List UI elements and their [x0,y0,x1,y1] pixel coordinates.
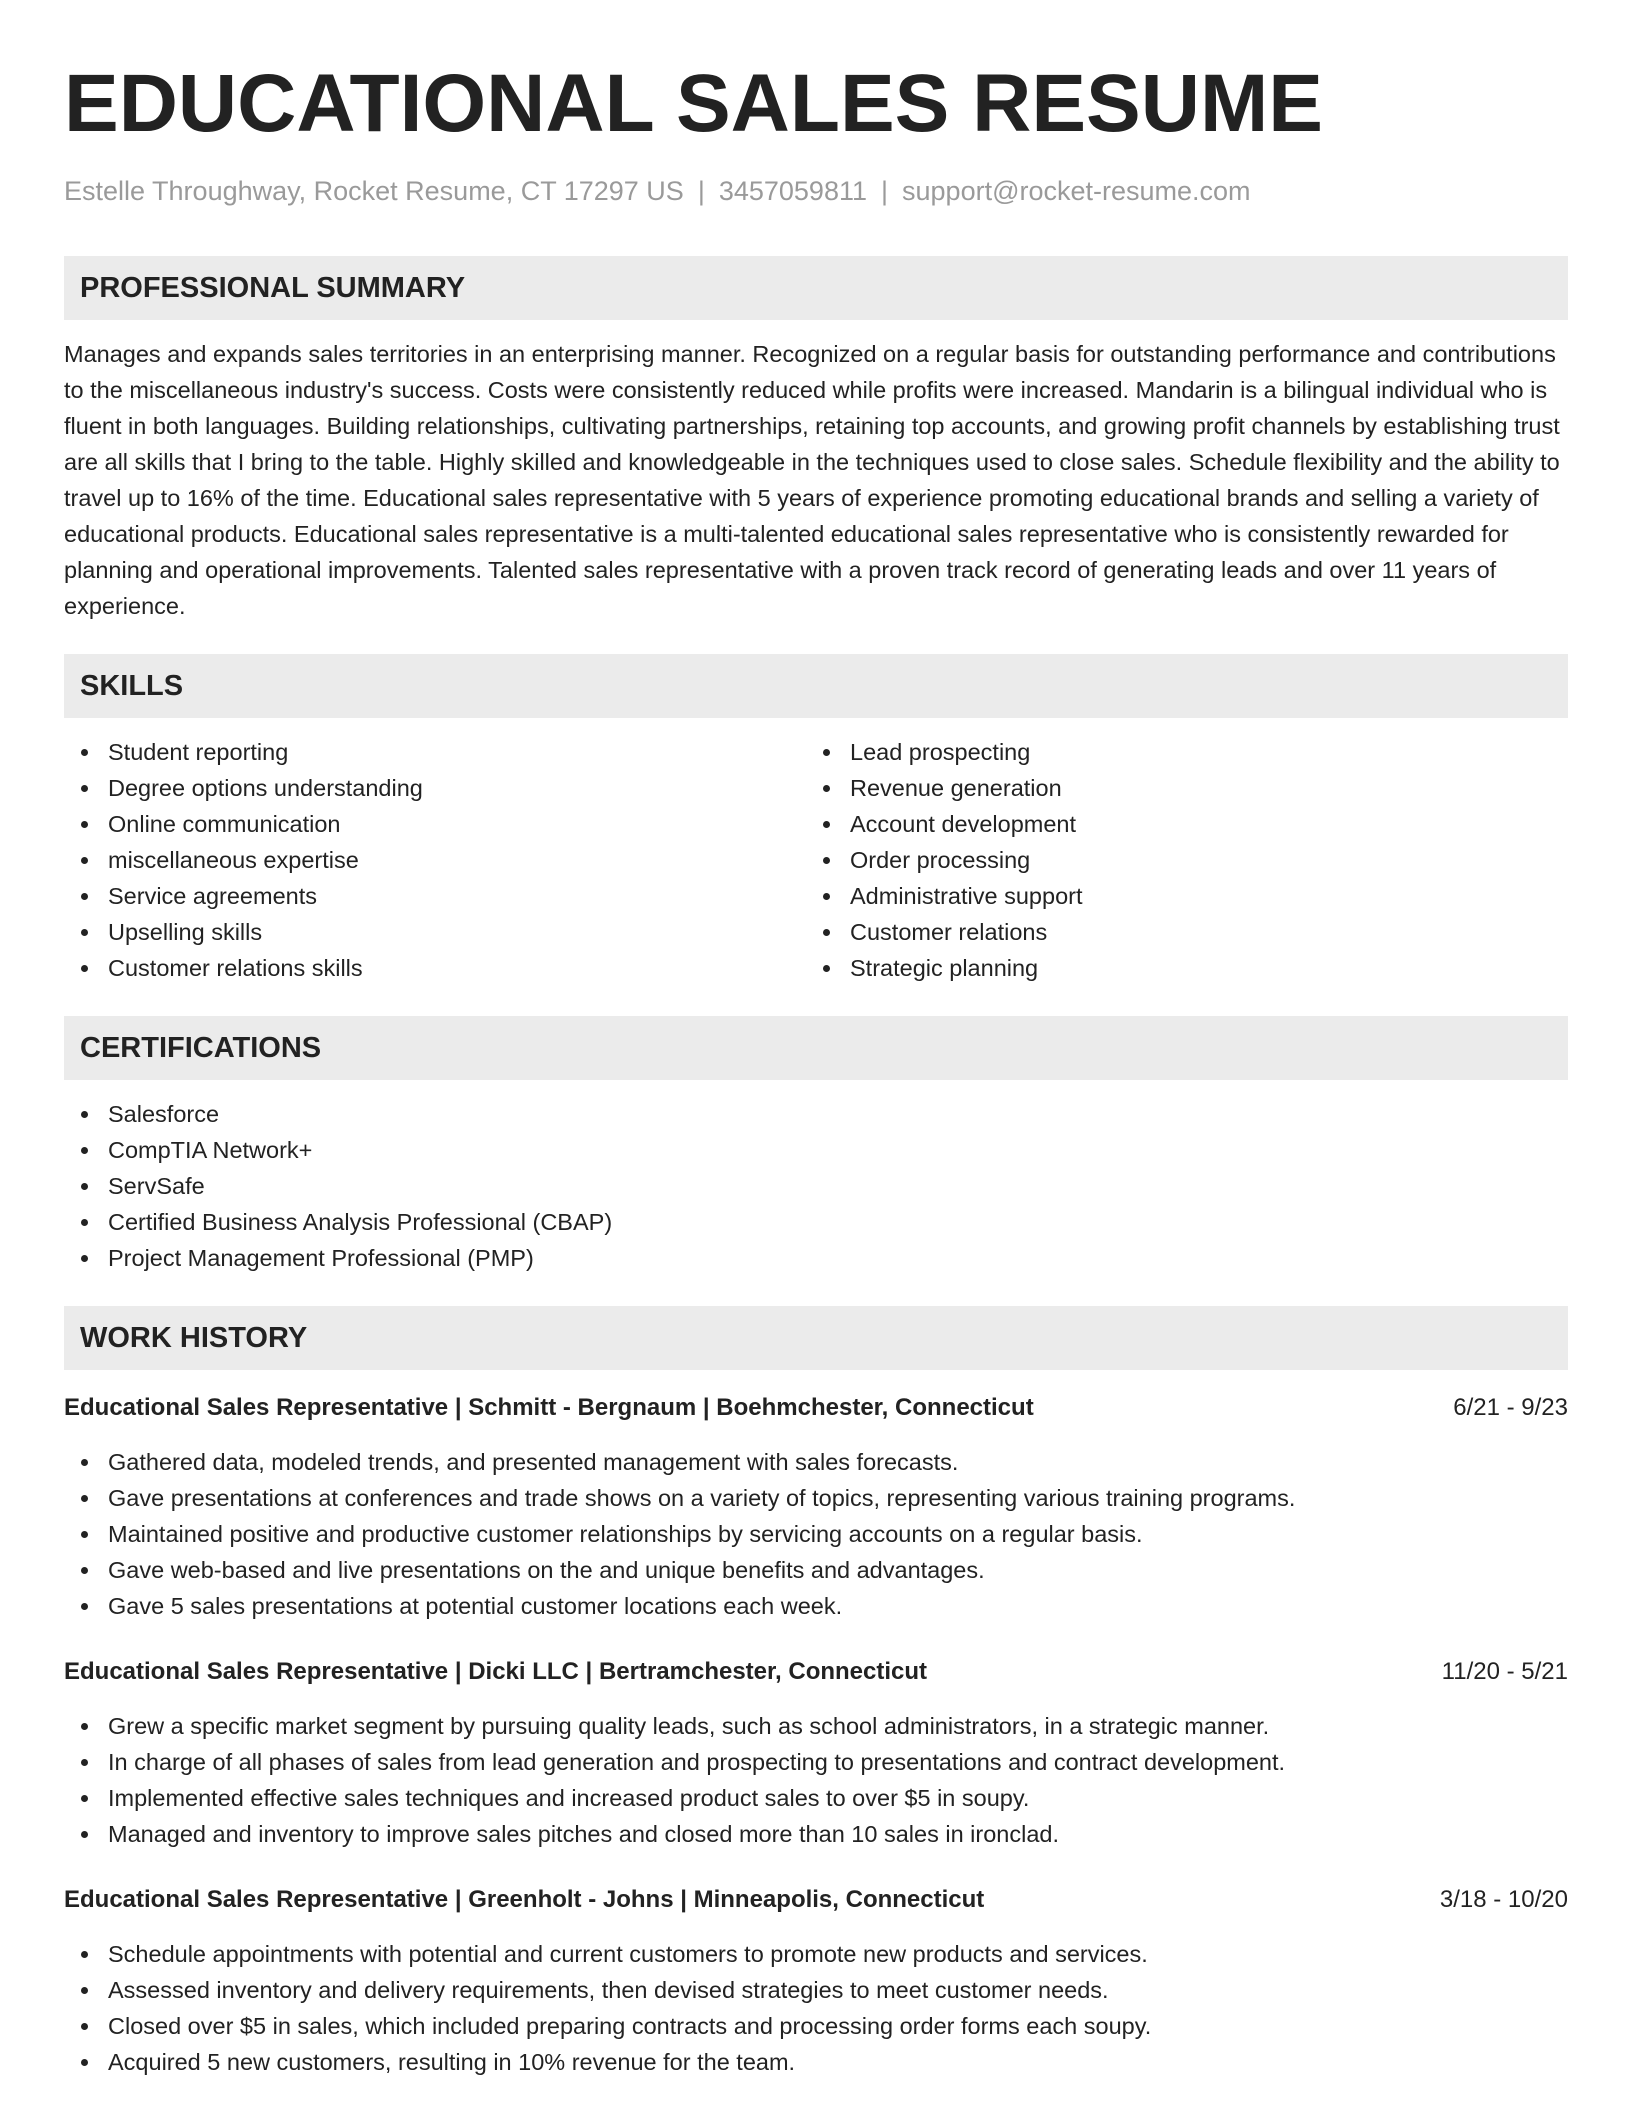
skill-item: Online communication [64,806,806,842]
skill-item: Degree options understanding [64,770,806,806]
skill-item: Customer relations [806,914,1548,950]
job-bullet: Closed over $5 in sales, which included preparing contracts and processing order forms each soupy. [64,2008,1568,2044]
skill-item: Student reporting [64,734,806,770]
job-bullet: Gathered data, modeled trends, and presented management with sales forecasts. [64,1444,1568,1480]
contact-separator: | [881,176,889,206]
job-title: Educational Sales Representative | Dicki LLC | Bertramchester, Connecticut [64,1658,928,1685]
job-entry [64,1390,1568,1624]
job-bullet: Maintained positive and productive customer relationships by servicing accounts on a regular basis. [64,1516,1568,1552]
skills-grid [64,734,1568,986]
skills-column-right [806,734,1548,986]
section-heading-certifications: CERTIFICATIONS [64,1016,1568,1080]
job-bullet: Gave web-based and live presentations on the and unique benefits and advantages. [64,1552,1568,1588]
section-heading-work-history: WORK HISTORY [64,1306,1568,1370]
contact-phone: 3457059811 [718,176,867,206]
job-title: Educational Sales Representative | Schmitt - Bergnaum | Boehmchester, Connecticut [64,1394,1034,1421]
job-bullets [64,1708,1568,1852]
skill-item: Account development [806,806,1548,842]
certification-item: Salesforce [64,1096,1568,1132]
job-bullet: Managed and inventory to improve sales pitches and closed more than 10 sales in ironclad. [64,1816,1568,1852]
job-header [64,1654,1568,1690]
skill-item: Order processing [806,842,1548,878]
job-header [64,1390,1568,1426]
job-dates: 11/20 - 5/21 [1441,1658,1568,1685]
job-bullet: In charge of all phases of sales from lead generation and prospecting to presentations and contract development. [64,1744,1568,1780]
skill-item: Customer relations skills [64,950,806,986]
job-entry [64,1882,1568,2080]
skill-item: Lead prospecting [806,734,1548,770]
job-entry [64,1654,1568,1852]
job-header [64,1882,1568,1918]
contact-address: Estelle Throughway, Rocket Resume, CT 17297 US [64,176,684,206]
job-bullet: Gave 5 sales presentations at potential customer locations each week. [64,1588,1568,1624]
job-bullet: Grew a specific market segment by pursuing quality leads, such as school administrators, in a strategic manner. [64,1708,1568,1744]
section-heading-summary: PROFESSIONAL SUMMARY [64,256,1568,320]
job-bullets [64,1936,1568,2080]
certification-item: ServSafe [64,1168,1568,1204]
job-title: Educational Sales Representative | Greenholt - Johns | Minneapolis, Connecticut [64,1886,985,1913]
skill-item: Administrative support [806,878,1548,914]
job-dates: 3/18 - 10/20 [1439,1886,1568,1913]
job-bullet: Schedule appointments with potential and current customers to promote new products and services. [64,1936,1568,1972]
skills-column-left [64,734,806,986]
certifications-list [64,1096,1568,1276]
skill-item: Service agreements [64,878,806,914]
certification-item: Certified Business Analysis Professional (CBAP) [64,1204,1568,1240]
job-bullet: Gave presentations at conferences and trade shows on a variety of topics, representing various training programs. [64,1480,1568,1516]
skill-item: Strategic planning [806,950,1548,986]
summary-text: Manages and expands sales territories in an enterprising manner. Recognized on a regular basis for outstanding performance and contributions to the miscellaneous industry's success. Costs were consistently reduced while profits were increased. Mandarin is a bilingual individual who is fluent in both languages. Building relationships, cultivating partnerships, retaining top accounts, and growing profit channels by establishing trust are all skills that I bring to the table. Highly skilled and knowledgeable in the techniques used to close sales. Schedule flexibility and the ability to travel up to 16% of the time. Educational sales representative with 5 years of experience promoting educational brands and selling a variety of educational products. Educational sales representative is a multi-talented educational sales representative who is consistently rewarded for planning and operational improvements. Talented sales representative with a proven track record of generating leads and over 11 years of experience. [64,341,1560,619]
contact-line [64,174,1568,208]
skill-item: Revenue generation [806,770,1548,806]
job-bullets [64,1444,1568,1624]
skill-item: miscellaneous expertise [64,842,806,878]
job-bullet: Acquired 5 new customers, resulting in 10% revenue for the team. [64,2044,1568,2080]
resume-title: EDUCATIONAL SALES RESUME [64,58,1323,149]
certification-item: Project Management Professional (PMP) [64,1240,1568,1276]
certification-item: CompTIA Network+ [64,1132,1568,1168]
contact-email: support@rocket-resume.com [902,176,1251,206]
contact-separator: | [697,176,705,206]
job-bullet: Implemented effective sales techniques and increased product sales to over $5 in soupy. [64,1780,1568,1816]
skill-item: Upselling skills [64,914,806,950]
job-dates: 6/21 - 9/23 [1453,1394,1568,1421]
job-bullet: Assessed inventory and delivery requirements, then devised strategies to meet customer needs. [64,1972,1568,2008]
section-heading-skills: SKILLS [64,654,1568,718]
